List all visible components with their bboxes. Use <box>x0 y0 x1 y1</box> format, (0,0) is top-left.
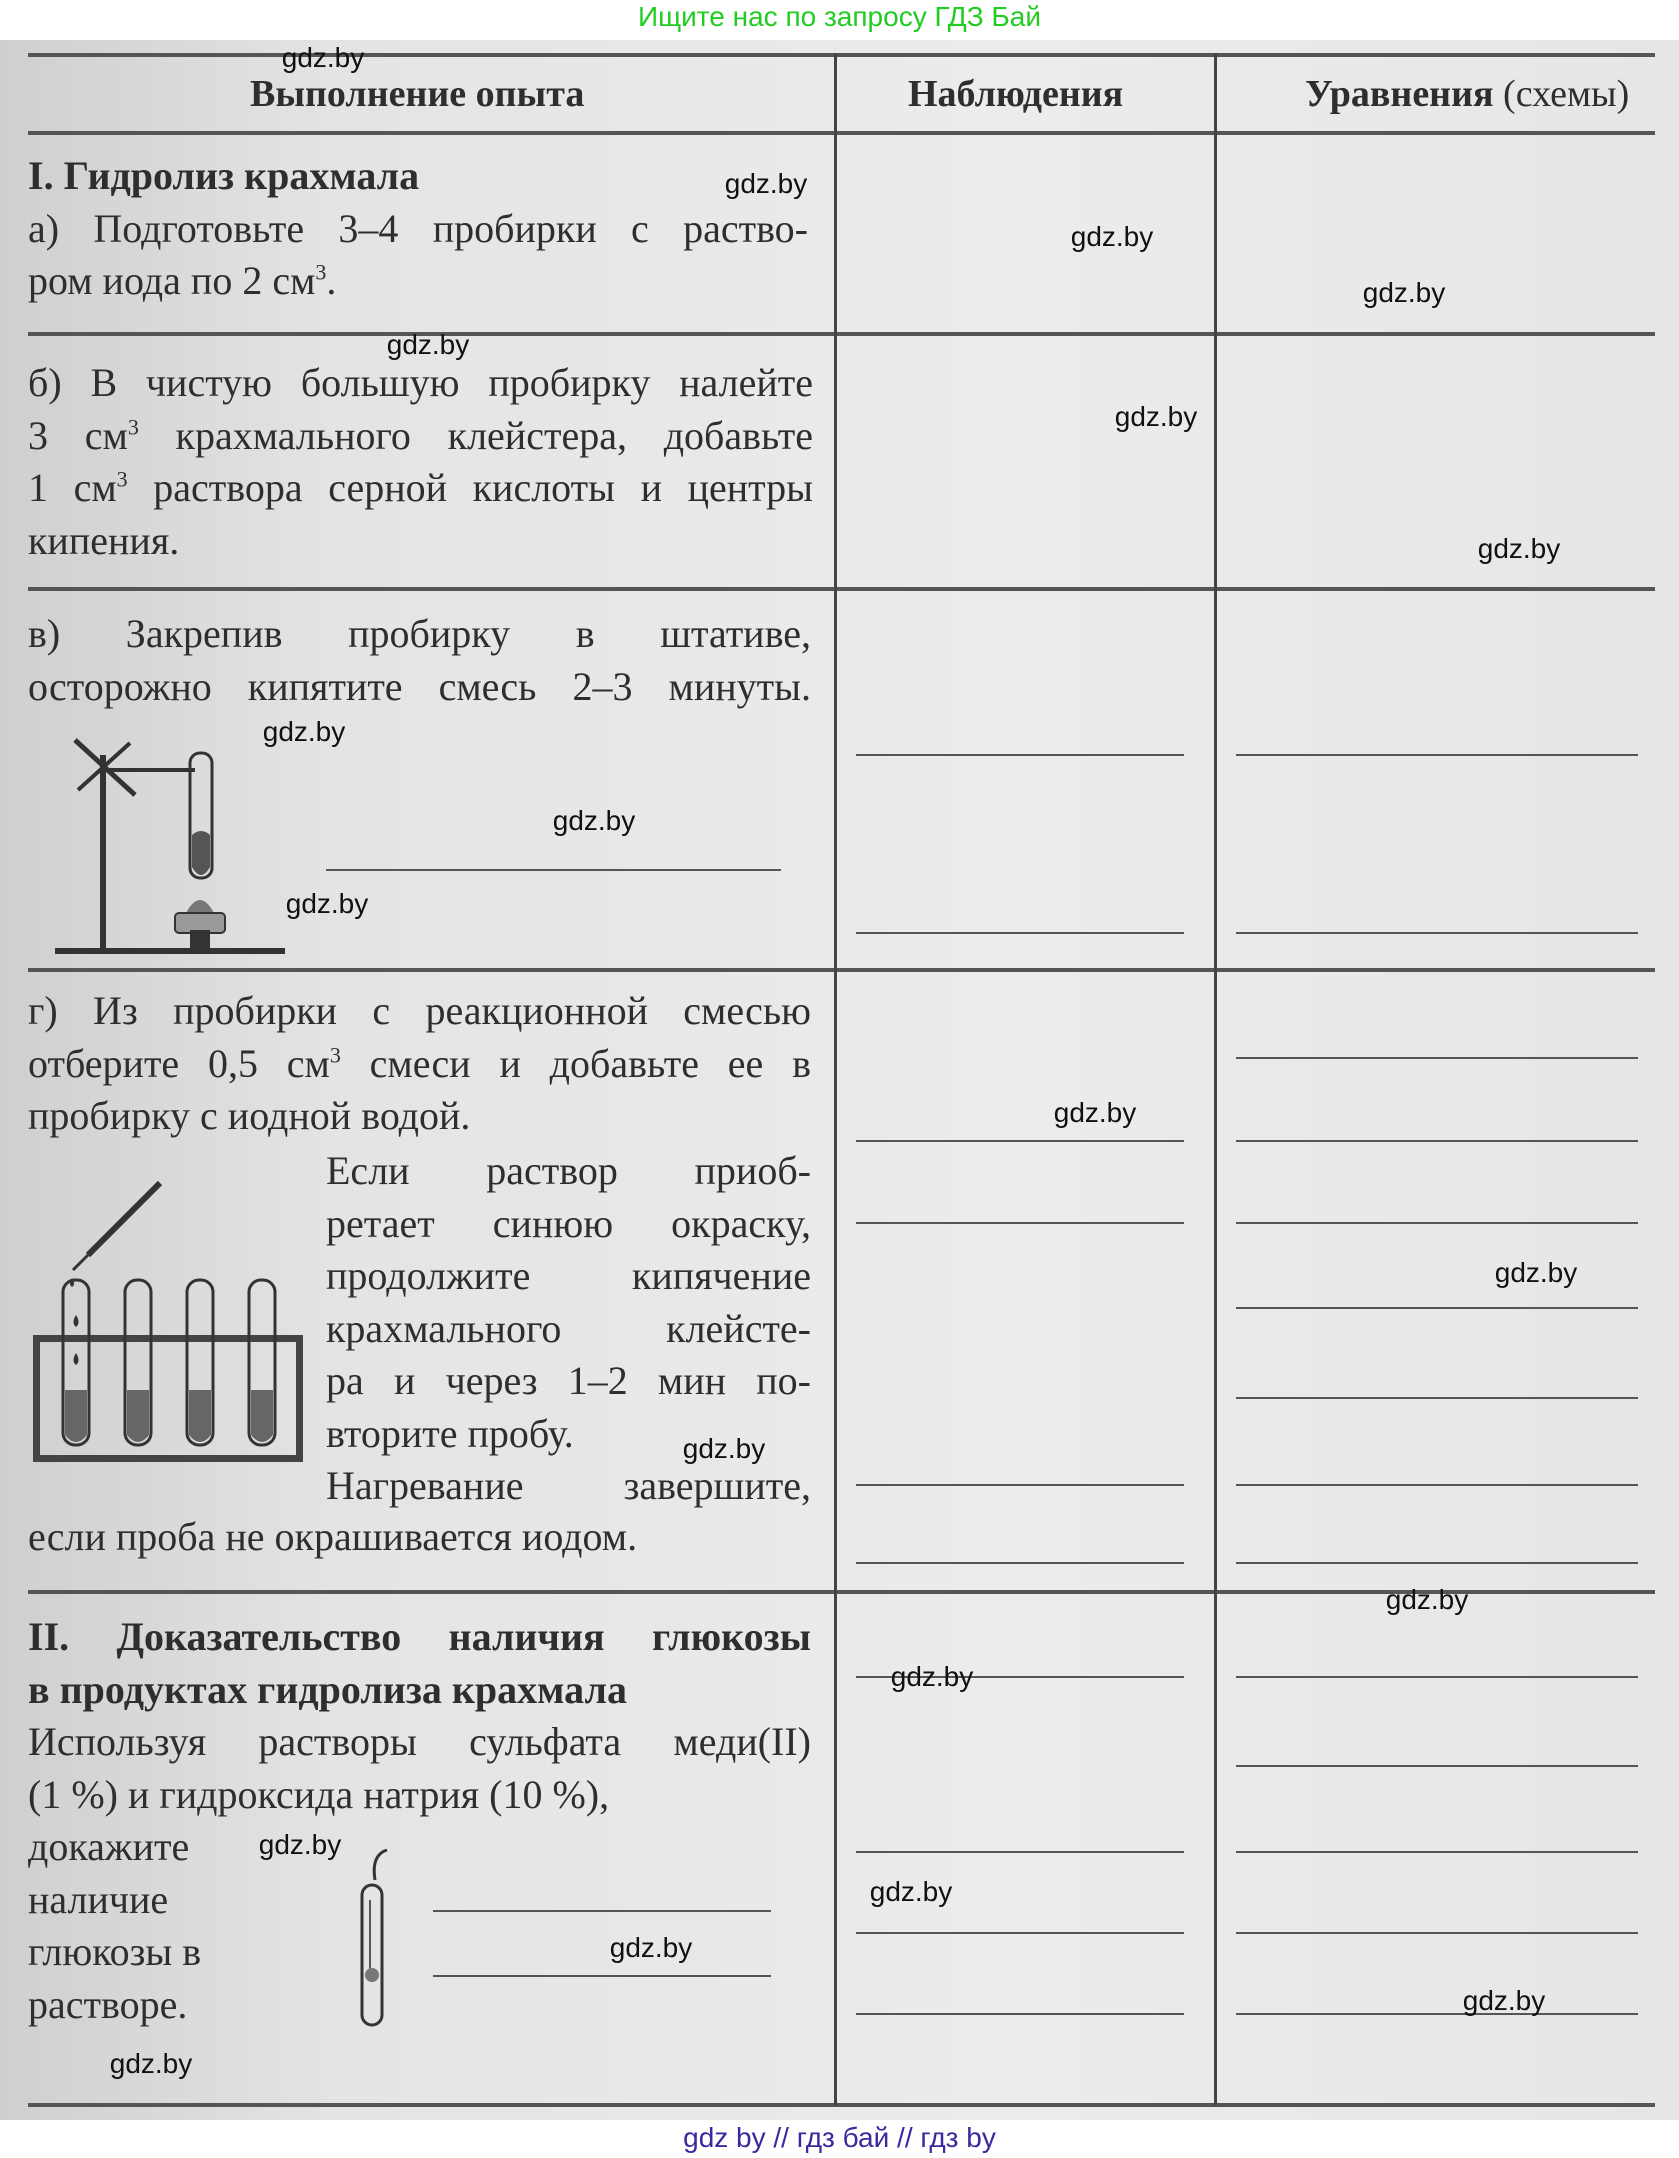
answer-blank <box>433 1910 771 1912</box>
answer-blank <box>856 2013 1184 2015</box>
note-line: продолжите кипячение <box>326 1253 811 1298</box>
answer-blank <box>1236 1562 1638 1564</box>
watermark: gdz.by <box>1462 1985 1546 2016</box>
watermark: gdz.by <box>285 888 369 919</box>
answer-blank <box>856 1484 1184 1486</box>
answer-blank <box>1236 754 1638 756</box>
answer-blank <box>856 1932 1184 1934</box>
superscript: 3 <box>329 1042 341 1068</box>
note-line: вторите пробу. <box>326 1410 574 1456</box>
test-tube-rack-illustration <box>28 1175 318 1475</box>
note-line: ра и через 1–2 мин по- <box>326 1358 811 1403</box>
section2-body-line: глюкозы в <box>28 1929 202 1974</box>
step-a-line: а) Подготовьте 3–4 пробирки с раство- <box>28 205 808 251</box>
row-rule <box>28 332 1655 336</box>
answer-blank <box>1236 2013 1638 2015</box>
section2-body-line: докажите <box>28 1824 190 1869</box>
step-a-line <box>28 255 808 308</box>
answer-blank <box>433 1975 771 1977</box>
section2-body-line: растворе. <box>28 1981 188 2027</box>
row-rule <box>28 968 1655 972</box>
answer-blank <box>856 932 1184 934</box>
text: отберите 0,5 см <box>28 1040 330 1086</box>
superscript: 3 <box>116 466 128 492</box>
text: . <box>326 258 337 303</box>
step-g-line: пробирку с иодной водой. <box>28 1093 471 1138</box>
header-procedure: Выполнение опыта <box>250 73 585 115</box>
answer-blank <box>1236 1307 1638 1309</box>
watermark: gdz.by <box>1477 533 1561 564</box>
step-g <box>28 985 811 1143</box>
note-line: Если раствор приоб- <box>326 1148 811 1193</box>
top-banner-text: Ищите нас по запросу ГДЗ Бай <box>637 1 1042 32</box>
header-equations-note: (схемы) <box>1503 73 1630 115</box>
column-divider <box>1214 53 1217 2105</box>
watermark: gdz.by <box>609 1932 693 1963</box>
answer-blank <box>1236 932 1638 934</box>
watermark: gdz.by <box>262 716 346 747</box>
section2 <box>28 1611 811 2031</box>
section1-title: I. Гидролиз крахмала <box>28 153 420 198</box>
watermark: gdz.by <box>1070 221 1154 252</box>
answer-blank <box>1236 1765 1638 1767</box>
text: ром иода по 2 см <box>28 258 316 303</box>
text: 3 см <box>28 412 128 458</box>
section2-body-line: (1 %) и гидроксида натрия (10 %), <box>28 1771 610 1817</box>
answer-blank <box>1236 1140 1638 1142</box>
small-test-tube-illustration <box>350 1840 410 2030</box>
answer-blank <box>326 869 781 871</box>
note-line: ретает синюю окраску, <box>326 1200 811 1246</box>
section2-body-line: наличие <box>28 1876 169 1922</box>
section2-title-line: в продуктах гидролиза крахмала <box>28 1666 627 1712</box>
watermark: gdz.by <box>1053 1097 1137 1128</box>
note-line: Нагревание завершите, <box>326 1463 811 1508</box>
watermark: gdz.by <box>281 42 365 73</box>
step-b-line <box>28 462 813 515</box>
watermark: gdz.by <box>109 2048 193 2079</box>
answer-blank <box>1236 1484 1638 1486</box>
bottom-banner-text: gdz by // гдз бай // гдз by <box>683 2122 996 2153</box>
watermark: gdz.by <box>890 1661 974 1692</box>
note-line: крахмального клейсте- <box>326 1305 811 1351</box>
header-rule <box>28 131 1655 135</box>
superscript: 3 <box>127 414 139 440</box>
answer-blank <box>1236 1932 1638 1934</box>
step-g-line: г) Из пробирки с реакционной смесью <box>28 988 811 1033</box>
answer-blank <box>856 1140 1184 1142</box>
step-b <box>28 357 813 567</box>
superscript: 3 <box>315 259 327 285</box>
text: 1 см <box>28 465 117 510</box>
answer-blank <box>1236 1057 1638 1059</box>
heating-apparatus-illustration <box>50 715 290 960</box>
header-observations: Наблюдения <box>908 73 1124 115</box>
step-v <box>28 608 811 713</box>
step-g-line <box>28 1038 811 1091</box>
table-bottom-rule <box>28 2103 1655 2107</box>
step-b-line <box>28 410 813 463</box>
step-b-line: кипения. <box>28 517 180 563</box>
answer-blank <box>1236 1676 1638 1678</box>
watermark: gdz.by <box>724 168 808 199</box>
section2-body-line: Используя растворы сульфата меди(II) <box>28 1719 811 1764</box>
watermark: gdz.by <box>682 1433 766 1464</box>
watermark: gdz.by <box>1114 401 1198 432</box>
watermark: gdz.by <box>1362 277 1446 308</box>
step-a <box>28 150 808 308</box>
answer-blank <box>856 754 1184 756</box>
table-top-rule <box>28 53 1655 57</box>
watermark: gdz.by <box>552 805 636 836</box>
answer-blank <box>856 1562 1184 1564</box>
text: крахмального клейстера, добавьте <box>138 412 813 458</box>
watermark: gdz.by <box>1385 1584 1469 1615</box>
answer-blank <box>856 1222 1184 1224</box>
answer-blank <box>1236 1222 1638 1224</box>
step-v-line: осторожно кипятите смесь 2–3 минуты. <box>28 663 811 709</box>
answer-blank <box>856 1851 1184 1853</box>
header-equations <box>1305 72 1629 116</box>
step-b-line: б) В чистую большую пробирку налейте <box>28 360 813 405</box>
top-banner <box>0 0 1679 40</box>
text: смеси и добавьте ее в <box>340 1040 811 1086</box>
step-v-line: в) Закрепив пробирку в штативе, <box>28 611 811 656</box>
column-divider <box>834 53 837 2105</box>
answer-blank <box>1236 1397 1638 1399</box>
text: раствора серной кислоты и центры <box>127 465 813 510</box>
header-equations-label: Уравнения <box>1305 73 1494 115</box>
note-line: если проба не окрашивается иодом. <box>28 1514 638 1559</box>
step-g-end <box>28 1511 811 1564</box>
section2-title-line: II. Доказательство наличия глюкозы <box>28 1614 811 1659</box>
bottom-banner <box>0 2120 1679 2158</box>
watermark: gdz.by <box>258 1829 342 1860</box>
answer-blank <box>1236 1851 1638 1853</box>
row-rule <box>28 587 1655 591</box>
watermark: gdz.by <box>1494 1257 1578 1288</box>
watermark: gdz.by <box>869 1876 953 1907</box>
watermark: gdz.by <box>386 329 470 360</box>
